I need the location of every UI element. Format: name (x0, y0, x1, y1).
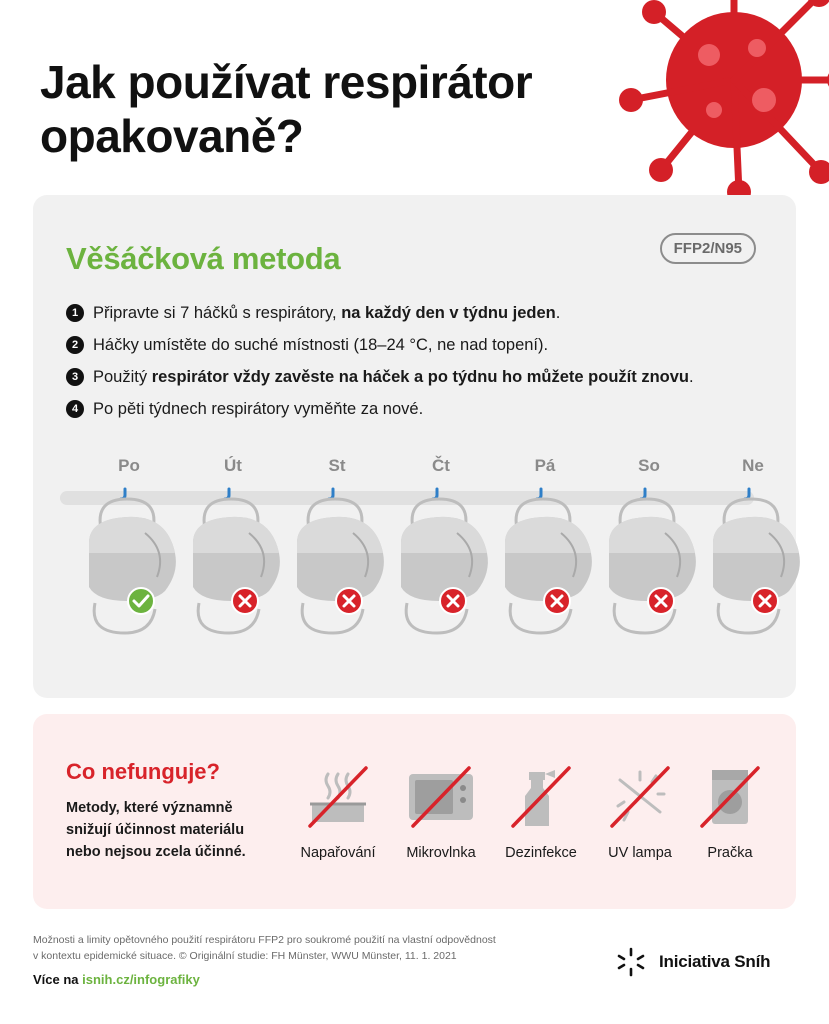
day-5 (599, 453, 699, 643)
mask-icon (287, 483, 387, 643)
page-title (40, 55, 620, 164)
method-title: Věšáčková metoda (66, 241, 341, 276)
fail-item-steaming (293, 764, 383, 861)
page-title-line-2: opakovaně? (40, 110, 304, 163)
step-item (66, 393, 786, 425)
fail-item-washing-machine (685, 764, 775, 861)
not-working-card (33, 714, 796, 909)
washing-machine-icon (696, 764, 764, 832)
not-working-description: Metody, které významně snižují účinnost materiálu nebo nejsou zcela účinné. (66, 800, 246, 860)
logo-text: Iniciativa Sníh (659, 952, 771, 971)
step-number: 4 (66, 400, 84, 418)
day-label: Ne (742, 456, 764, 475)
step-text: Háčky umístěte do suché místnosti (18–24 °C, ne nad topení). (93, 335, 549, 354)
step-text: Po pěti týdnech respirátory vyměňte za nové. (93, 399, 424, 418)
fail-label: Napařování (300, 845, 376, 861)
mask-icon (183, 483, 283, 643)
virus-icon (599, 0, 829, 220)
hook-method-card (33, 195, 796, 698)
steps-list (66, 297, 786, 425)
mask-icon (495, 483, 595, 643)
day-label: St (328, 456, 346, 475)
fail-item-uv-lamp (595, 764, 685, 861)
source-note: Možnosti a limity opětovného použití respirátoru FFP2 pro soukromé použití na vlastní odpovědnost v kontextu epidemické situace. © Originální studie: FH Münster, WWU Münster, 11. 1. 2021 (33, 934, 496, 963)
iniciativa-snih-logo (615, 946, 770, 978)
day-label: So (638, 456, 660, 475)
day-3 (391, 453, 491, 643)
day-6 (703, 453, 803, 643)
uv-lamp-icon (606, 764, 674, 832)
day-2 (287, 453, 387, 643)
step-number: 2 (66, 336, 84, 354)
day-label: Pá (534, 456, 556, 475)
more-info: Více na isnih.cz/infografiky (33, 972, 200, 987)
day-4 (495, 453, 595, 643)
mask-icon (79, 483, 179, 643)
step-item (66, 361, 786, 393)
day-label: Út (224, 456, 242, 475)
step-number: 3 (66, 368, 84, 386)
fail-label: Pračka (707, 845, 753, 861)
day-1 (183, 453, 283, 643)
page-title-line-1: Jak používat respirátor (40, 56, 533, 108)
step-number: 1 (66, 304, 84, 322)
step-item (66, 329, 786, 361)
not-working-title: Co nefunguje? (66, 759, 220, 784)
step-text: Použitý respirátor vždy zavěste na háček a po týdnu ho můžete použít znovu. (93, 367, 694, 386)
fail-label: UV lampa (608, 845, 672, 861)
fail-label: Mikrovlnka (406, 845, 476, 861)
steam-icon (304, 764, 372, 832)
weekday-masks (33, 453, 796, 653)
fail-label: Dezinfekce (505, 845, 577, 861)
infographics-link[interactable]: isnih.cz/infografiky (82, 972, 200, 987)
ffp2-badge: FFP2/N95 (660, 233, 756, 264)
mask-icon (391, 483, 491, 643)
spray-icon (507, 764, 575, 832)
fail-item-microwave (396, 764, 486, 861)
mask-icon (599, 483, 699, 643)
step-text: Připravte si 7 háčků s respirátory, na každý den v týdnu jeden. (93, 303, 561, 322)
snowflake-icon (615, 946, 647, 978)
day-label: Čt (432, 456, 450, 475)
day-label: Po (118, 456, 140, 475)
fail-item-disinfection (496, 764, 586, 861)
microwave-icon (407, 764, 475, 832)
step-item (66, 297, 786, 329)
mask-icon (703, 483, 803, 643)
day-0 (79, 453, 179, 643)
